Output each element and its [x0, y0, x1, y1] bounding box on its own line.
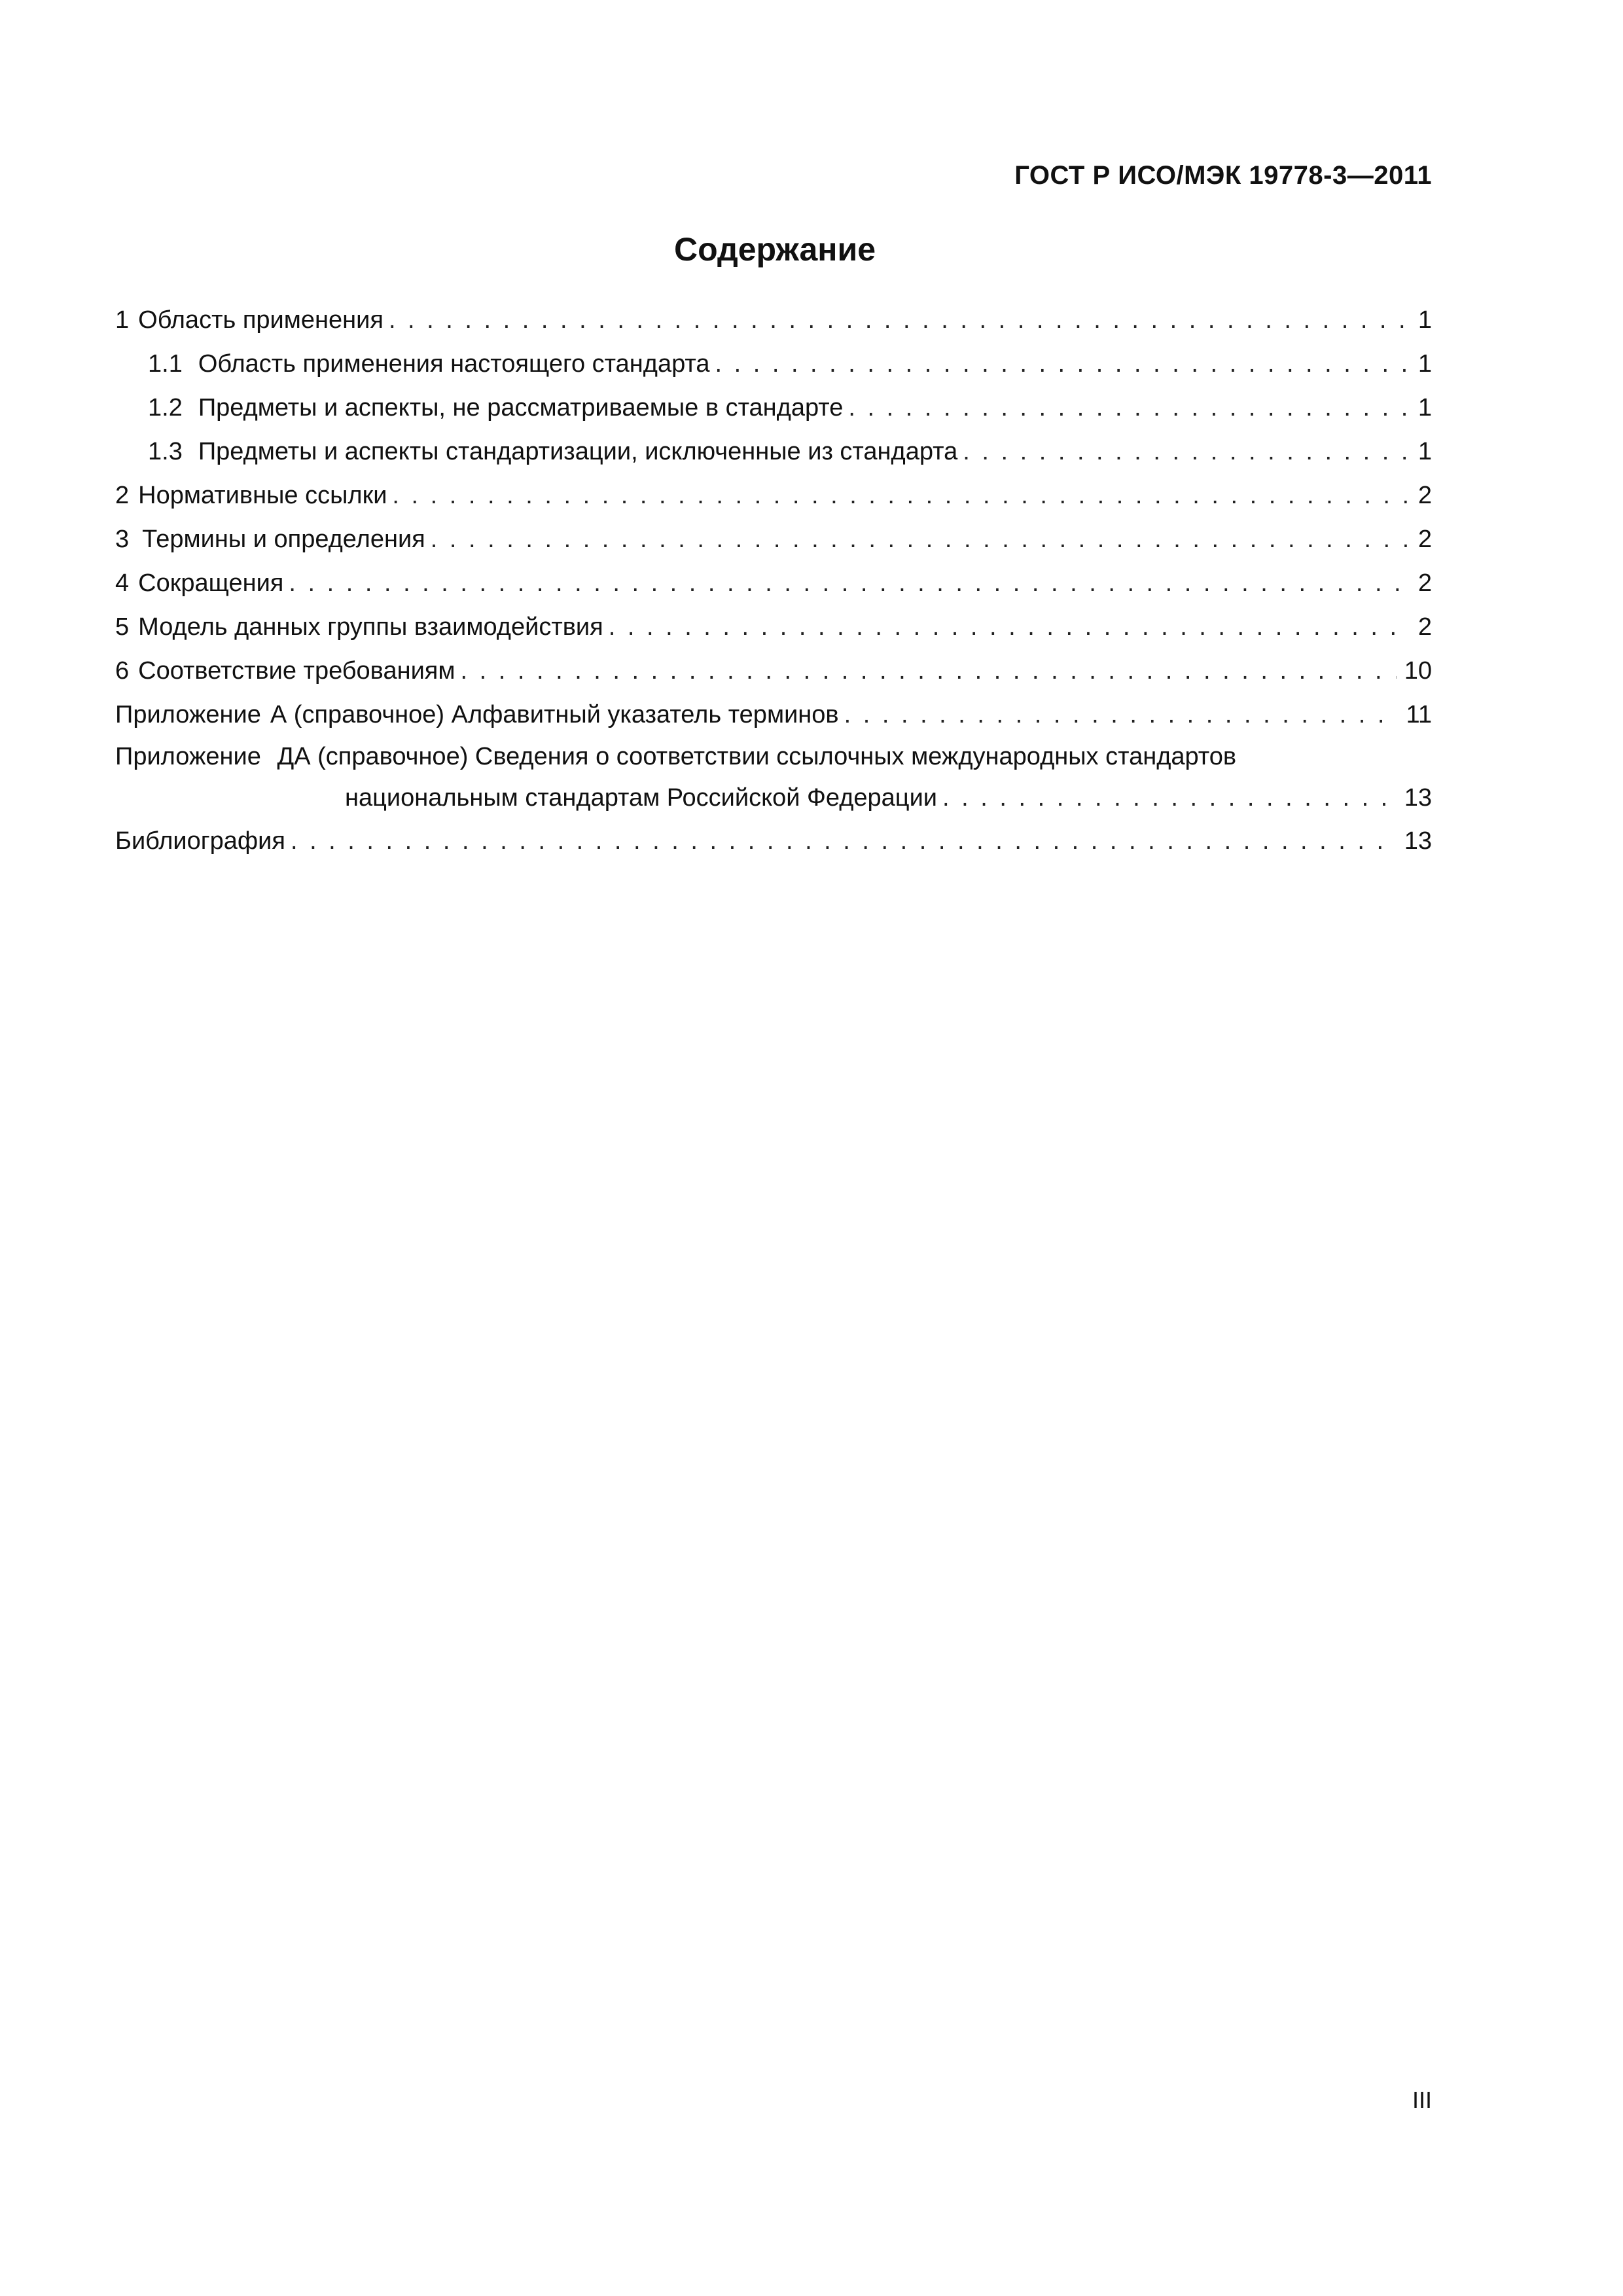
toc-entry-page: 13: [1404, 784, 1432, 812]
toc-leader-dots: [963, 430, 1410, 474]
toc-leader-dots: [392, 474, 1410, 518]
toc-entry-label: ДА (справочное) Сведения о соответствии ссылочных международных стандартов: [277, 743, 1237, 770]
toc-leader-dots: [844, 693, 1399, 737]
document-code: ГОСТ Р ИСО/МЭК 19778-3—2011: [1014, 161, 1432, 190]
toc-entry-1-3[interactable]: [115, 430, 1432, 474]
toc-entry-page: 2: [1418, 613, 1432, 641]
toc-entry-appendix-da[interactable]: [115, 737, 1432, 819]
toc-entry-page: 1: [1418, 306, 1432, 334]
toc-leader-dots: [431, 518, 1410, 562]
toc-entry-number: 1: [115, 306, 130, 334]
toc-entry-3[interactable]: [115, 518, 1432, 562]
toc-entry-page: 1: [1418, 394, 1432, 422]
toc-entry-number: 2: [115, 482, 130, 509]
toc-entry-number: 3: [115, 526, 130, 553]
toc-entry-label: Нормативные ссылки: [138, 482, 387, 509]
table-of-contents: [115, 298, 1432, 863]
toc-entry-page: 13: [1404, 827, 1432, 855]
toc-entry-number: 6: [115, 657, 130, 685]
toc-leader-dots: [291, 819, 1397, 863]
toc-entry-page: 2: [1418, 569, 1432, 597]
toc-entry-5[interactable]: [115, 605, 1432, 649]
toc-entry-number: 4: [115, 569, 130, 597]
toc-entry-page: 10: [1404, 657, 1432, 685]
toc-entry-number: 1.3: [148, 438, 183, 465]
toc-entry-label: Предметы и аспекты стандартизации, исключенные из стандарта: [198, 438, 958, 465]
toc-entry-label: Соответствие требованиям: [138, 657, 455, 685]
toc-entry-label: Область применения настоящего стандарта: [198, 350, 710, 378]
toc-entry-label: Сокращения: [138, 569, 284, 597]
toc-entry-number: Приложение: [115, 701, 261, 728]
toc-leader-dots: [942, 776, 1397, 819]
toc-leader-dots: [609, 605, 1410, 649]
toc-entry-page: 1: [1418, 438, 1432, 465]
page-title: Содержание: [673, 231, 876, 268]
toc-leader-dots: [715, 342, 1410, 386]
toc-entry-label-continued: национальным стандартам Российской Федерации: [345, 784, 938, 812]
toc-entry-first-line: [115, 737, 1432, 776]
toc-entry-label: А (справочное) Алфавитный указатель терминов: [270, 701, 839, 728]
toc-leader-dots: [848, 386, 1410, 430]
toc-entry-label: Модель данных группы взаимодействия: [138, 613, 603, 641]
toc-leader-dots: [289, 562, 1410, 605]
toc-entry-2[interactable]: [115, 474, 1432, 518]
toc-entry-second-line: [115, 776, 1432, 819]
toc-entry-bibliography[interactable]: [115, 819, 1432, 863]
toc-entry-number: Приложение: [115, 743, 261, 770]
toc-leader-dots: [389, 298, 1410, 342]
toc-entry-page: 11: [1406, 701, 1432, 728]
toc-entry-page: 2: [1418, 526, 1432, 553]
page-number: III: [1412, 2087, 1432, 2113]
toc-entry-1-1[interactable]: [115, 342, 1432, 386]
toc-entry-page: 1: [1418, 350, 1432, 378]
toc-entry-number: 1.2: [148, 394, 183, 422]
toc-entry-number: 5: [115, 613, 130, 641]
toc-leader-dots: [461, 649, 1397, 693]
toc-entry-label: Предметы и аспекты, не рассматриваемые в стандарте: [198, 394, 844, 422]
toc-entry-1[interactable]: [115, 298, 1432, 342]
toc-entry-page: 2: [1418, 482, 1432, 509]
toc-entry-label: Библиография: [115, 827, 285, 855]
toc-entry-number: 1.1: [148, 350, 183, 378]
toc-entry-6[interactable]: [115, 649, 1432, 693]
toc-entry-label: Область применения: [138, 306, 383, 334]
toc-entry-4[interactable]: [115, 562, 1432, 605]
toc-entry-label: Термины и определения: [142, 526, 425, 553]
toc-entry-1-2[interactable]: [115, 386, 1432, 430]
toc-entry-appendix-a[interactable]: [115, 693, 1432, 737]
